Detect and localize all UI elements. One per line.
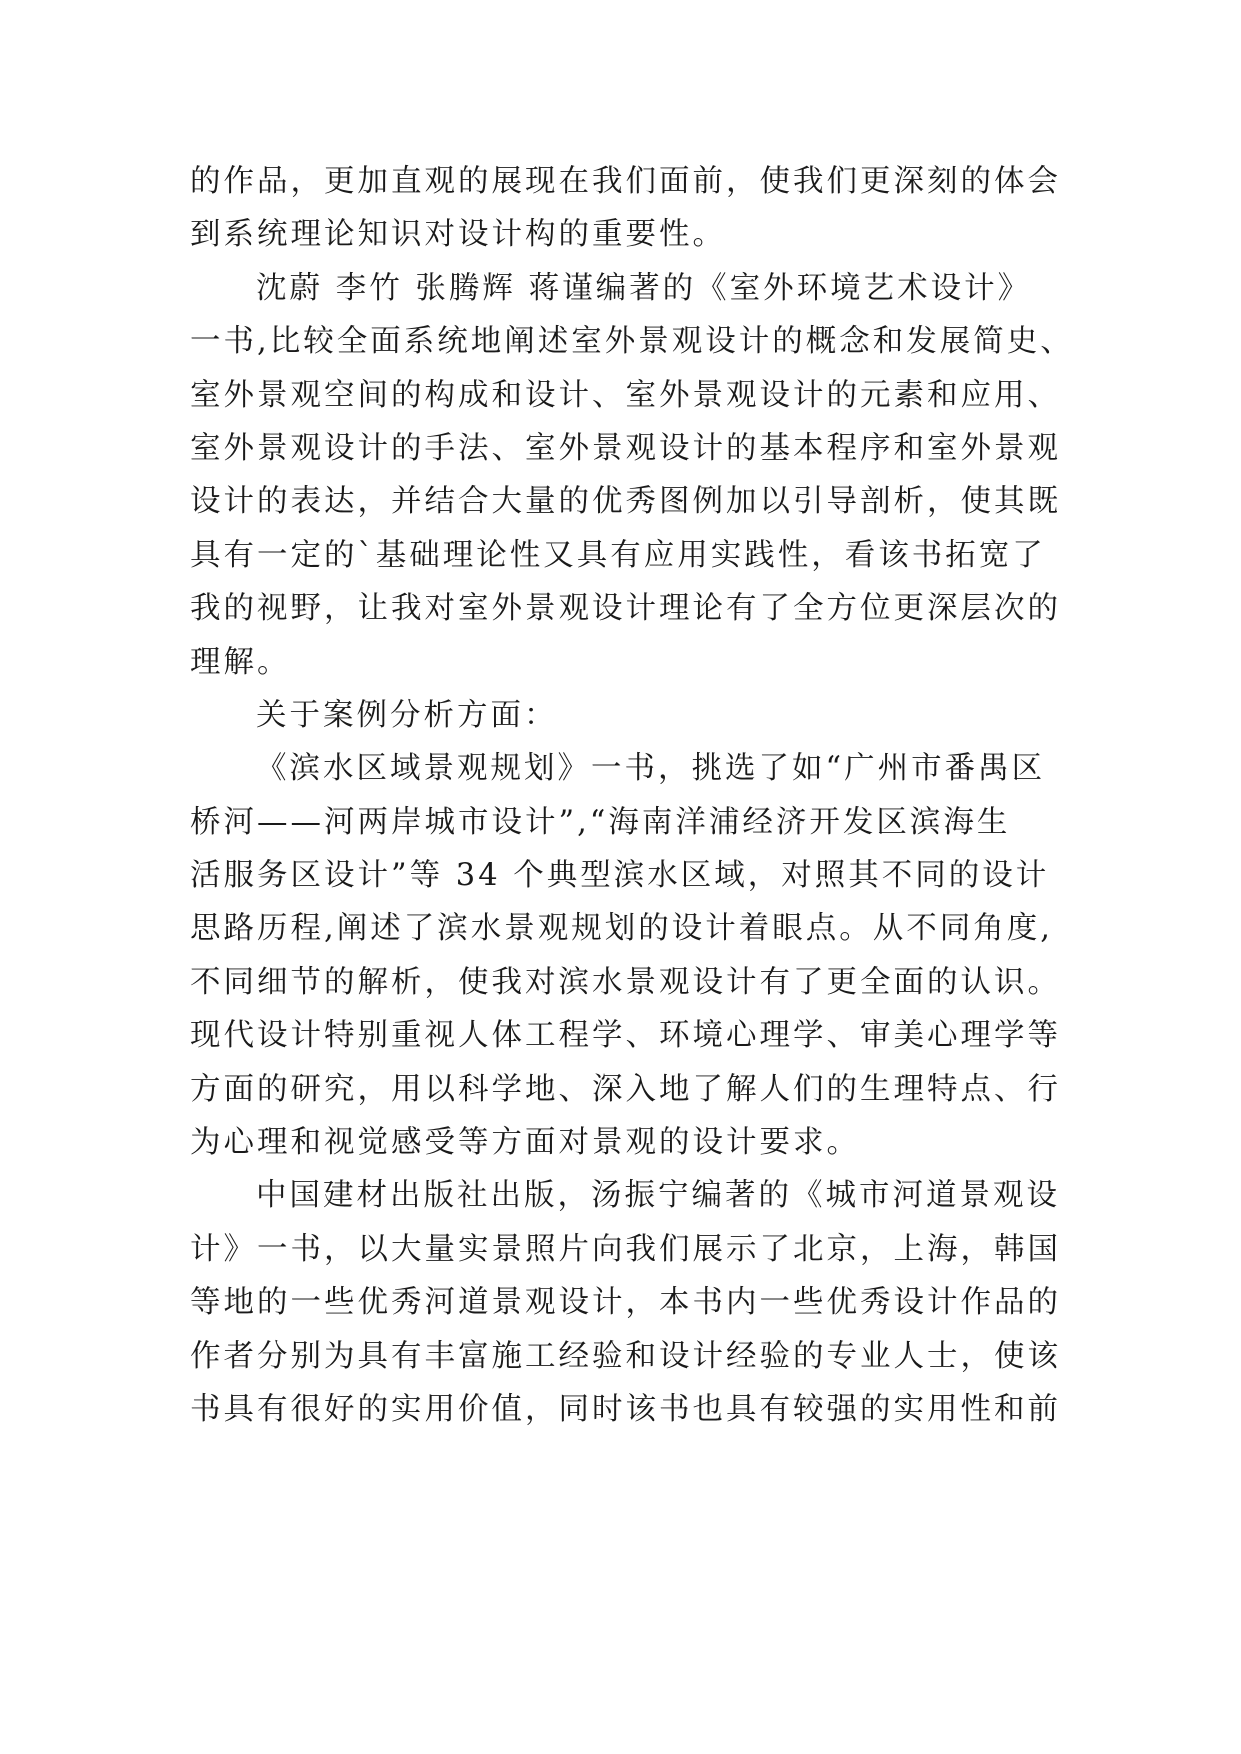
- text-line: 书具有很好的实用价值，同时该书也具有较强的实用性和前: [190, 1391, 1061, 1427]
- text-line: 我的视野，让我对室外景观设计理论有了全方位更深层次的: [190, 591, 1061, 627]
- text-line: 到系统理论知识对设计构的重要性。: [190, 217, 726, 253]
- text-line: 等地的一些优秀河道景观设计，本书内一些优秀设计作品的: [190, 1285, 1061, 1321]
- body-text: [190, 155, 1074, 1436]
- text-line: 作者分别为具有丰富施工经验和设计经验的专业人士，使该: [190, 1338, 1061, 1374]
- text-line: 具有一定的`基础理论性又具有应用实践性，看该书拓宽了: [190, 537, 1046, 573]
- text-line: 活服务区设计”等 34 个典型滨水区域，对照其不同的设计: [190, 858, 1050, 894]
- text-line: 中国建材出版社出版，汤振宁编著的《城市河道景观设: [256, 1178, 1060, 1214]
- text-line: 不同细节的解析，使我对滨水景观设计有了更全面的认识。: [190, 964, 1061, 1000]
- text-line: 关于案例分析方面：: [256, 697, 558, 733]
- text-line: 沈蔚 李竹 张腾辉 蒋谨编著的《室外环境艺术设计》: [256, 270, 1032, 306]
- text-line: 现代设计特别重视人体工程学、环境心理学、审美心理学等: [190, 1018, 1061, 1054]
- text-line: 室外景观设计的手法、室外景观设计的基本程序和室外景观: [190, 430, 1061, 466]
- text-line: 理解。: [190, 644, 291, 680]
- text-line: 《滨水区域景观规划》一书，挑选了如“广州市番禺区: [256, 751, 1046, 787]
- text-line: 设计的表达，并结合大量的优秀图例加以引导剖析，使其既: [190, 484, 1061, 520]
- text-line: 一书,比较全面系统地阐述室外景观设计的概念和发展简史、: [190, 324, 1074, 360]
- text-line: 为心理和视觉感受等方面对景观的设计要求。: [190, 1125, 860, 1161]
- text-line: 计》一书，以大量实景照片向我们展示了北京，上海，韩国: [190, 1231, 1061, 1267]
- text-line: 思路历程,阐述了滨水景观规划的设计着眼点。从不同角度,: [190, 911, 1053, 947]
- text-line: 方面的研究，用以科学地、深入地了解人们的生理特点、行: [190, 1071, 1061, 1107]
- text-line: 室外景观空间的构成和设计、室外景观设计的元素和应用、: [190, 377, 1061, 413]
- text-line: 的作品，更加直观的展现在我们面前，使我们更深刻的体会: [190, 164, 1061, 199]
- text-line: 桥河——河两岸城市设计”,“海南洋浦经济开发区滨海生: [190, 804, 1011, 840]
